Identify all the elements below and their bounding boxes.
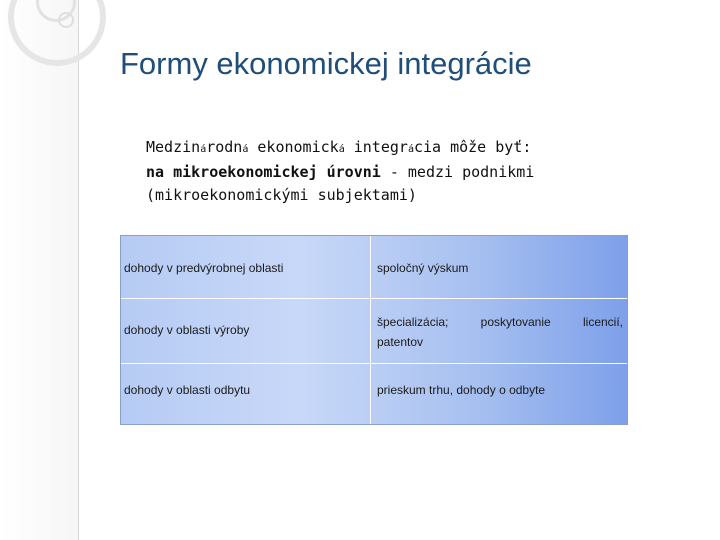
intro-emphasis: na mikroekonomickej úrovni <box>146 163 381 181</box>
intro-line-3: (mikroekonomickými subjektami) <box>146 186 417 204</box>
table-cell-right: spoločný výskum <box>377 261 469 275</box>
table-column-divider <box>370 236 371 424</box>
table-cell-right <box>377 312 623 352</box>
table-cell-right: prieskum trhu, dohody o odbyte <box>377 383 546 397</box>
intro-line-1: Medzinárodná ekonomická integrácia môže byť: <box>146 138 532 156</box>
intro-text <box>146 136 666 207</box>
table-cell-right-line-1: špecializácia; poskytovanie licencií, <box>377 315 623 329</box>
table-row <box>121 236 627 298</box>
slide-title: Formy ekonomickej integrácie <box>120 46 532 81</box>
table-cell-left: dohody v oblasti výroby <box>124 323 250 337</box>
table-row <box>121 298 627 364</box>
table-cell-left: dohody v oblasti odbytu <box>124 383 251 397</box>
decorative-ring-small <box>58 12 74 28</box>
table-cell-left: dohody v predvýrobnej oblasti <box>124 261 284 275</box>
left-decorative-panel <box>0 0 79 540</box>
table-cell-right-line-2: patentov <box>377 335 424 349</box>
integration-table <box>120 235 628 425</box>
table-row <box>121 363 627 424</box>
intro-line-2: na mikroekonomickej úrovni - medzi podnikmi <box>146 163 535 181</box>
